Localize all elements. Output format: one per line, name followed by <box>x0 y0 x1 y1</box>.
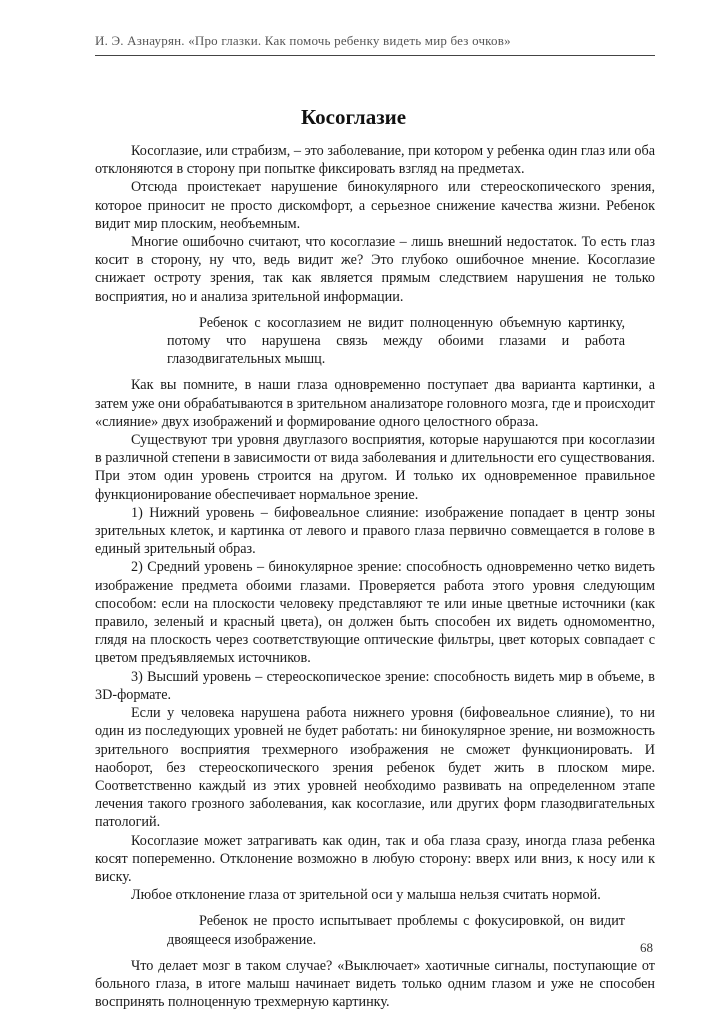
paragraph: Существуют три уровня двуглазого восприятия, которые нарушаются при косоглазии в различной степени в зависимости от вида заболевания и длительности его существования. При этом один уровень строится на другом. И только их одновременное правильное функционирование обеспечивает нормальное зрение. <box>95 432 655 503</box>
list-item: 2) Средний уровень – бинокулярное зрение: способность одновременно четко видеть изображение предмета обоими глазами. Проверяется работа этого уровня следующим способом: если на плоскости человеку представляют те или иные цветные источники (как правило, зеленый и красный цвета), он должен быть способен их видеть одномоментно, глядя на плоскость через соответствующие оптические фильтры, цвет которых совпадает с цветом предъявляемых источников. <box>95 559 655 667</box>
paragraph: Любое отклонение глаза от зрительной оси у малыша нельзя считать нормой. <box>131 887 601 904</box>
list-item: 1) Нижний уровень – бифовеальное слияние: изображение попадает в центр зоны зрительных клеток, и картинка от левого и правого глаза первично совмещается в голове в единый зрительный образ. <box>95 504 655 558</box>
list-item: 3) Высший уровень – стереоскопическое зрение: способность видеть мир в объеме, в 3D-формате. <box>95 668 655 703</box>
paragraph: Как вы помните, в наши глаза одновременно поступает два варианта картинки, а затем уже они обрабатываются в зрительном анализаторе головного мозга, где и происходит «слияние» двух изображений и формирование одного целостного образа. <box>95 377 655 430</box>
highlight-quote: Ребенок не просто испытывает проблемы с фокусировкой, он видит двоящееся изображение. <box>167 913 625 948</box>
running-header: И. Э. Азнаурян. «Про глазки. Как помочь ребенку видеть мир без очков» <box>95 33 655 56</box>
paragraph: Косоглазие, или страбизм, – это заболевание, при котором у ребенка один глаз или оба отклоняются в сторону при попытке фиксировать взгляд на предметах. <box>95 143 655 178</box>
paragraph: Косоглазие может затрагивать как один, так и оба глаза сразу, иногда глаза ребенка косят попеременно. Отклонение возможно в любую сторону: вверх или вниз, к носу или к виску. <box>95 832 655 885</box>
body-text <box>95 142 655 1011</box>
page-number: 68 <box>640 940 653 955</box>
paragraph: Если у человека нарушена работа нижнего уровня (бифовеальное слияние), то ни один из последующих уровней не будет работать: ни бинокулярное зрение, ни возможность зрительного восприятия трехмерного изображения не сможет функционировать. И наоборот, без стереоскопического зрения ребенок будет жить в плоском мире. Соответственно каждый из этих уровней необходимо развивать на определенном этапе лечения такого грозного заболевания, как косоглазие, или других форм глазодвигательных патологий. <box>95 705 655 831</box>
chapter-title: Косоглазие <box>300 105 407 129</box>
paragraph: Отсюда проистекает нарушение бинокулярного или стереоскопического зрения, которое приносит не просто дискомфорт, а серьезное снижение качества жизни. Ребенок видит мир плоским, необъемным. <box>95 179 655 232</box>
highlight-quote: Ребенок с косоглазием не видит полноценную объемную картинку, потому что нарушена связь между обоими глазами и работа глазодвигательных мышц. <box>167 314 625 368</box>
paragraph: Что делает мозг в таком случае? «Выключает» хаотичные сигналы, поступающие от больного глаза, в итоге малыш начинает видеть только одним глазом и уже не способен воспринять полноценную трехмерную картинку. <box>95 957 655 1011</box>
paragraph: Многие ошибочно считают, что косоглазие – лишь внешний недостаток. То есть глаз косит в сторону, ну что, ведь видит же? Это глубоко ошибочное мнение. Косоглазие снижает остроту зрения, так как является прямым следствием нарушения не только восприятия, но и анализа зрительной информации. <box>95 234 655 305</box>
